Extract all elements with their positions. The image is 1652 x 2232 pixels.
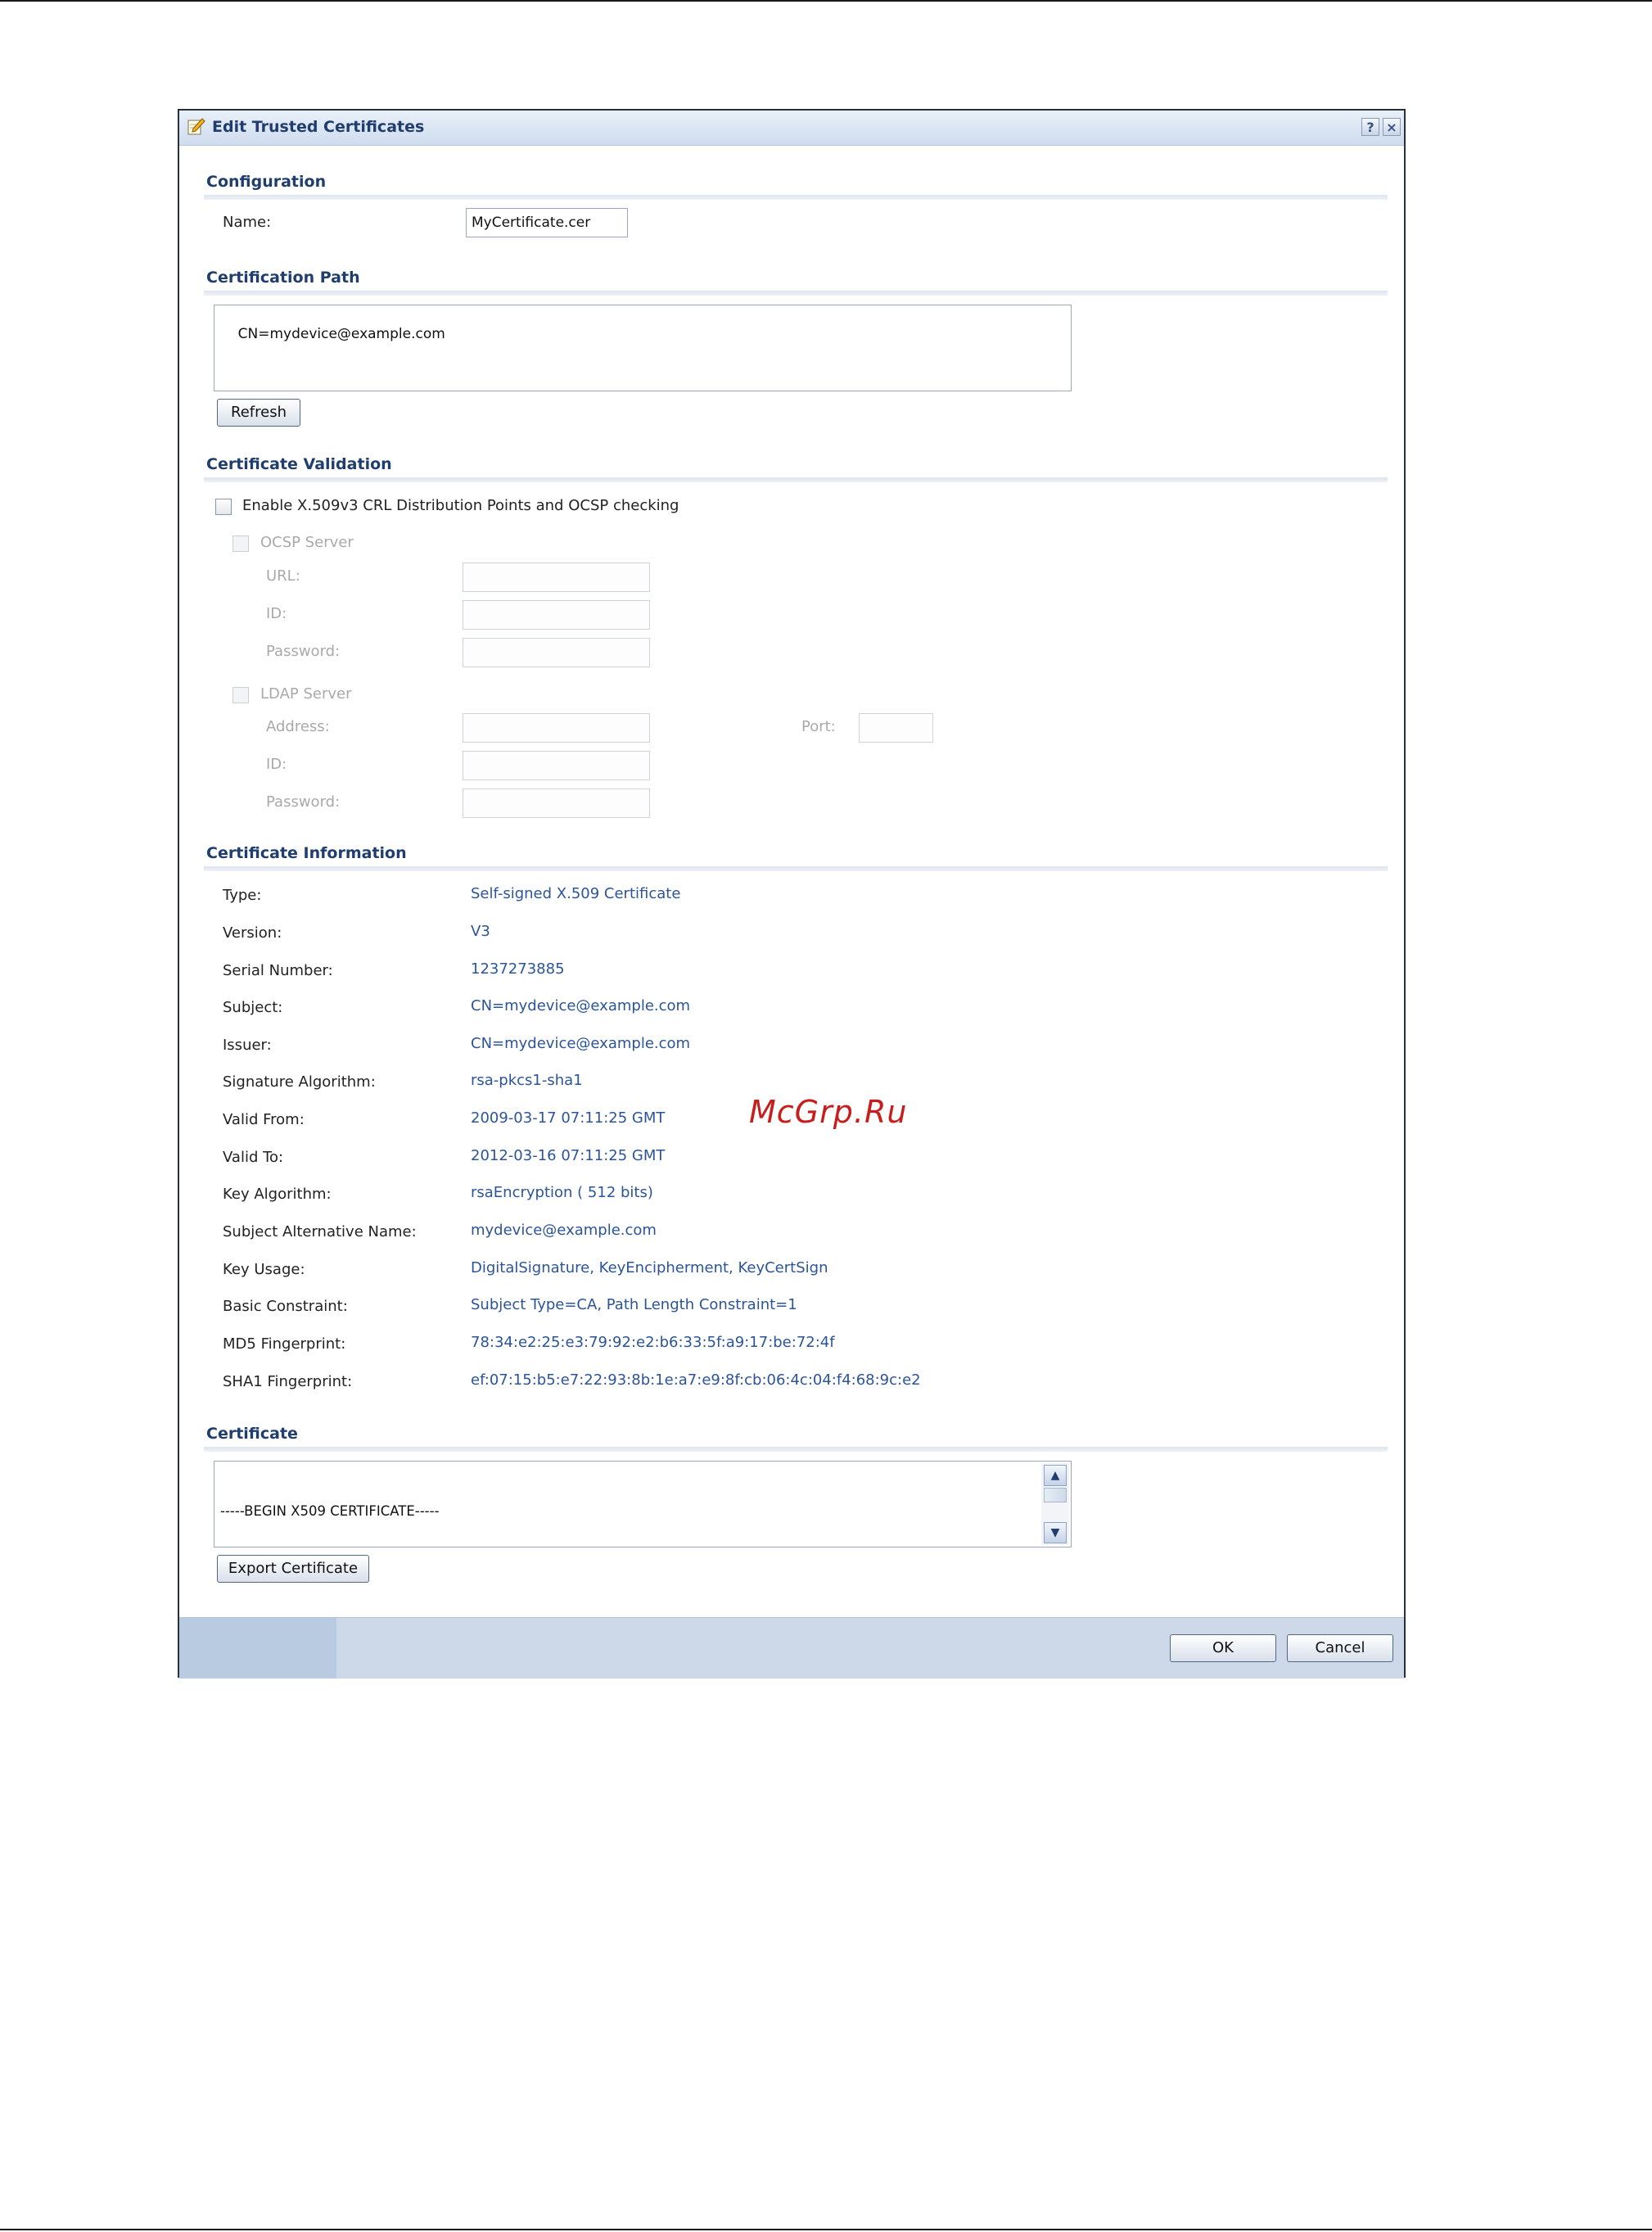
section-divider [204,477,1388,482]
certificate-information-heading: Certificate Information [206,844,407,862]
certification-path-entry: CN=mydevice@example.com [237,326,445,342]
scroll-down-arrow-icon[interactable]: ▼ [1044,1522,1067,1543]
enable-crl-ocsp-checkbox[interactable] [215,499,232,515]
ldap-password-input[interactable] [463,788,650,818]
info-value-subject: CN=mydevice@example.com [471,997,691,1014]
ldap-id-input[interactable] [463,751,650,780]
page-bottom-rule [0,2229,1652,2230]
info-label-issuer: Issuer: [223,1037,272,1054]
refresh-button[interactable]: Refresh [217,399,300,427]
info-label-valid-to: Valid To: [223,1149,284,1166]
ocsp-password-label: Password: [266,643,341,660]
ldap-address-input[interactable] [463,713,650,743]
info-value-valid-to: 2012-03-16 07:11:25 GMT [471,1147,666,1164]
ocsp-url-input[interactable] [463,563,650,592]
info-label-version: Version: [223,924,282,942]
info-value-basic-constraint: Subject Type=CA, Path Length Constraint=1 [471,1296,797,1313]
ldap-server-label: LDAP Server [260,685,352,703]
page-top-rule [0,0,1652,2]
info-label-valid-from: Valid From: [223,1111,305,1128]
info-label-subject: Subject: [223,999,283,1016]
watermark: McGrp.Ru [749,1094,908,1130]
info-label-signature-algorithm: Signature Algorithm: [223,1073,376,1091]
certification-path-heading: Certification Path [206,269,360,287]
certificate-heading: Certificate [206,1425,298,1443]
help-button[interactable]: ? [1361,118,1379,136]
close-button[interactable]: × [1383,118,1401,136]
name-label: Name: [223,214,272,231]
ocsp-server-label: OCSP Server [260,534,354,551]
section-divider [204,1447,1388,1452]
section-divider [204,291,1388,296]
ldap-port-input[interactable] [859,713,933,743]
ldap-server-checkbox[interactable] [232,687,249,703]
info-label-basic-constraint: Basic Constraint: [223,1298,348,1315]
ocsp-id-label: ID: [266,605,287,622]
ocsp-id-input[interactable] [463,600,650,630]
info-value-version: V3 [471,923,490,940]
info-label-type: Type: [223,887,262,904]
info-label-sha1-fingerprint: SHA1 Fingerprint: [223,1373,353,1390]
scroll-up-arrow-icon[interactable]: ▲ [1044,1465,1067,1486]
info-value-key-algorithm: rsaEncryption ( 512 bits) [471,1184,653,1201]
info-label-serial-number: Serial Number: [223,962,333,979]
ocsp-url-label: URL: [266,567,300,585]
footer-left-panel [179,1618,336,1679]
ok-button[interactable]: OK [1170,1634,1276,1662]
ldap-id-label: ID: [266,756,287,773]
ocsp-server-checkbox[interactable] [232,535,249,552]
info-value-issuer: CN=mydevice@example.com [471,1035,691,1052]
dialog-title: Edit Trusted Certificates [212,118,425,136]
certification-path-box[interactable] [214,305,1072,391]
info-label-key-algorithm: Key Algorithm: [223,1186,332,1203]
edit-trusted-certificates-dialog [178,109,1406,1678]
info-value-subject-alternative-name: mydevice@example.com [471,1222,657,1239]
info-value-type: Self-signed X.509 Certificate [471,885,681,902]
cancel-button[interactable]: Cancel [1287,1634,1393,1662]
info-value-key-usage: DigitalSignature, KeyEncipherment, KeyCertSign [471,1259,828,1276]
dialog-footer [179,1617,1404,1679]
info-value-serial-number: 1237273885 [471,960,565,978]
scroll-thumb[interactable] [1044,1488,1067,1502]
certificate-validation-heading: Certificate Validation [206,455,392,473]
name-input[interactable] [466,208,628,237]
ldap-port-label: Port: [801,718,836,735]
info-value-md5-fingerprint: 78:34:e2:25:e3:79:92:e2:b6:33:5f:a9:17:be:72:4f [471,1334,835,1351]
info-value-valid-from: 2009-03-17 07:11:25 GMT [471,1109,666,1127]
ldap-address-label: Address: [266,718,330,735]
ocsp-password-input[interactable] [463,638,650,667]
info-label-key-usage: Key Usage: [223,1261,305,1278]
certificate-pem-box[interactable] [214,1461,1072,1547]
info-label-subject-alternative-name: Subject Alternative Name: [223,1223,417,1240]
certificate-line: -----BEGIN X509 CERTIFICATE----- [220,1503,440,1519]
certificate-scrollbar[interactable] [1041,1463,1069,1545]
enable-crl-ocsp-label: Enable X.509v3 CRL Distribution Points and OCSP checking [242,497,679,514]
info-label-md5-fingerprint: MD5 Fingerprint: [223,1335,346,1353]
export-certificate-button[interactable]: Export Certificate [217,1555,369,1583]
section-divider [204,195,1388,200]
info-value-signature-algorithm: rsa-pkcs1-sha1 [471,1072,583,1089]
configuration-heading: Configuration [206,173,327,191]
ldap-password-label: Password: [266,793,341,811]
section-divider [204,866,1388,871]
dialog-titlebar [179,111,1404,146]
edit-pencil-icon [186,117,205,137]
info-value-sha1-fingerprint: ef:07:15:b5:e7:22:93:8b:1e:a7:e9:8f:cb:06:4c:04:f4:68:9c:e2 [471,1371,921,1389]
